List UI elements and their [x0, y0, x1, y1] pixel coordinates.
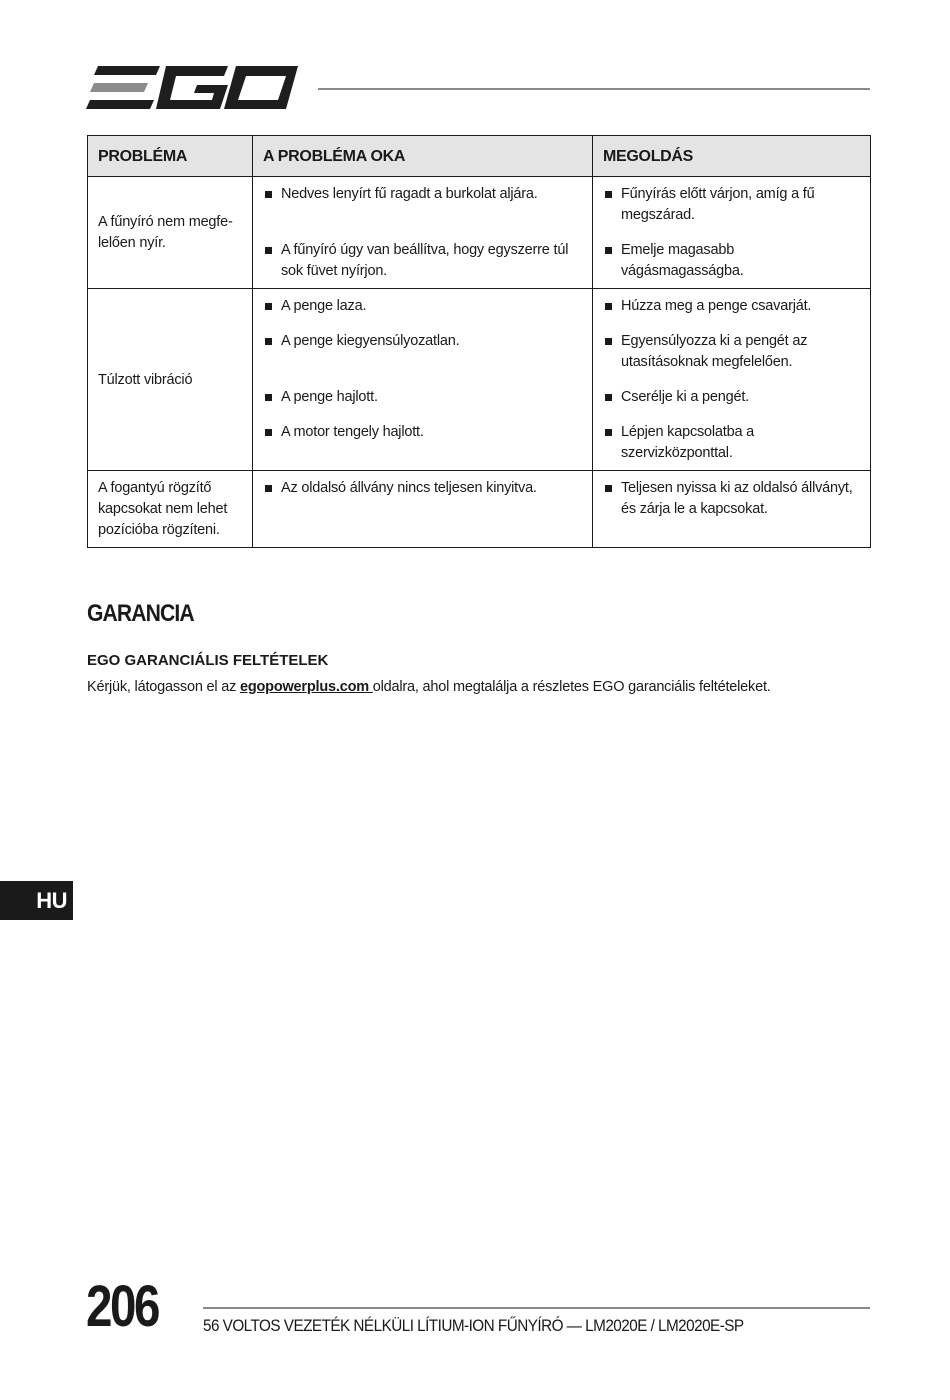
bullet-icon: [605, 429, 612, 436]
bullet-icon: [605, 191, 612, 198]
ego-logo-graphic: [86, 64, 298, 114]
cause-text: A penge hajlott.: [281, 389, 378, 405]
bullet-icon: [605, 394, 612, 401]
solution-text: Teljesen nyissa ki az oldalsó állványt, és zárja le a kapcsokat.: [621, 480, 853, 517]
problem-cell: A fűnyíró nem megfe-lelően nyír.: [88, 177, 253, 289]
cause-item: [263, 387, 582, 408]
problem-cell: A fogantyú rögzítő kapcsokat nem lehet pozícióba rögzíteni.: [88, 471, 253, 548]
solution-item: [603, 331, 860, 373]
cause-text: A penge kiegyensúlyozatlan.: [281, 333, 460, 349]
bullet-icon: [265, 191, 272, 198]
header-cause: A PROBLÉMA OKA: [253, 136, 593, 177]
solution-item: [603, 296, 860, 317]
cause-text: A fűnyíró úgy van beállítva, hogy egyszerre túl sok füvet nyírjon.: [281, 242, 569, 279]
paragraph-text: Kérjük, látogasson el az: [87, 679, 240, 695]
cause-item: [263, 240, 582, 282]
cause-text: A penge laza.: [281, 298, 367, 314]
solution-text: Egyensúlyozza ki a pengét az utasításoknak megfelelően.: [621, 333, 808, 370]
bullet-icon: [265, 303, 272, 310]
solution-cell: [593, 471, 871, 548]
section-subtitle: EGO GARANCIÁLIS FELTÉTELEK: [87, 652, 329, 669]
cause-text: Nedves lenyírt fű ragadt a burkolat aljára.: [281, 186, 538, 202]
cause-cell: [253, 471, 593, 548]
bullet-icon: [605, 303, 612, 310]
cause-item: [263, 422, 582, 443]
bullet-icon: [265, 394, 272, 401]
header-solution: MEGOLDÁS: [593, 136, 871, 177]
section-title: GARANCIA: [87, 600, 194, 627]
warranty-paragraph: [87, 679, 771, 695]
table-header-row: [88, 136, 871, 177]
paragraph-text: oldalra, ahol megtalálja a részletes EGO garanciális feltételeket.: [372, 679, 771, 695]
bullet-icon: [265, 247, 272, 254]
cause-item: [263, 331, 582, 352]
page-number: 206: [86, 1274, 158, 1339]
cause-item: [263, 296, 582, 317]
bullet-icon: [605, 338, 612, 345]
table-row: [88, 471, 871, 548]
solution-cell: [593, 177, 871, 289]
solution-item: [603, 478, 860, 520]
header-rule: [318, 88, 870, 90]
ego-logo: [86, 64, 298, 114]
solution-cell: [593, 289, 871, 471]
solution-item: [603, 184, 860, 226]
troubleshooting-table: [87, 135, 871, 548]
bullet-icon: [265, 429, 272, 436]
cause-cell: [253, 177, 593, 289]
table-row: [88, 289, 871, 471]
cause-text: A motor tengely hajlott.: [281, 424, 424, 440]
footer-rule: [203, 1307, 870, 1309]
solution-item: [603, 387, 860, 408]
cause-item: [263, 184, 582, 205]
cause-item: [263, 478, 582, 499]
problem-cell: Túlzott vibráció: [88, 289, 253, 471]
bullet-icon: [605, 485, 612, 492]
website-link[interactable]: egopowerplus.com: [239, 679, 373, 695]
table-row: [88, 177, 871, 289]
solution-item: [603, 240, 860, 282]
footer-title: 56 VOLTOS VEZETÉK NÉLKÜLI LÍTIUM-ION FŰNYÍRÓ — LM2020E / LM2020E-SP: [203, 1316, 744, 1335]
bullet-icon: [605, 247, 612, 254]
solution-text: Fűnyírás előtt várjon, amíg a fű megszárad.: [621, 186, 815, 223]
solution-item: [603, 422, 860, 464]
cause-cell: [253, 289, 593, 471]
cause-text: Az oldalsó állvány nincs teljesen kinyitva.: [281, 480, 537, 496]
solution-text: Lépjen kapcsolatba a szervizközponttal.: [621, 424, 755, 461]
bullet-icon: [265, 338, 272, 345]
solution-text: Cserélje ki a pengét.: [621, 389, 749, 405]
solution-text: Emelje magasabb vágásmagasságba.: [621, 242, 744, 279]
language-tab: HU: [0, 881, 73, 920]
bullet-icon: [265, 485, 272, 492]
header-problem: PROBLÉMA: [88, 136, 253, 177]
solution-text: Húzza meg a penge csavarját.: [621, 298, 812, 314]
